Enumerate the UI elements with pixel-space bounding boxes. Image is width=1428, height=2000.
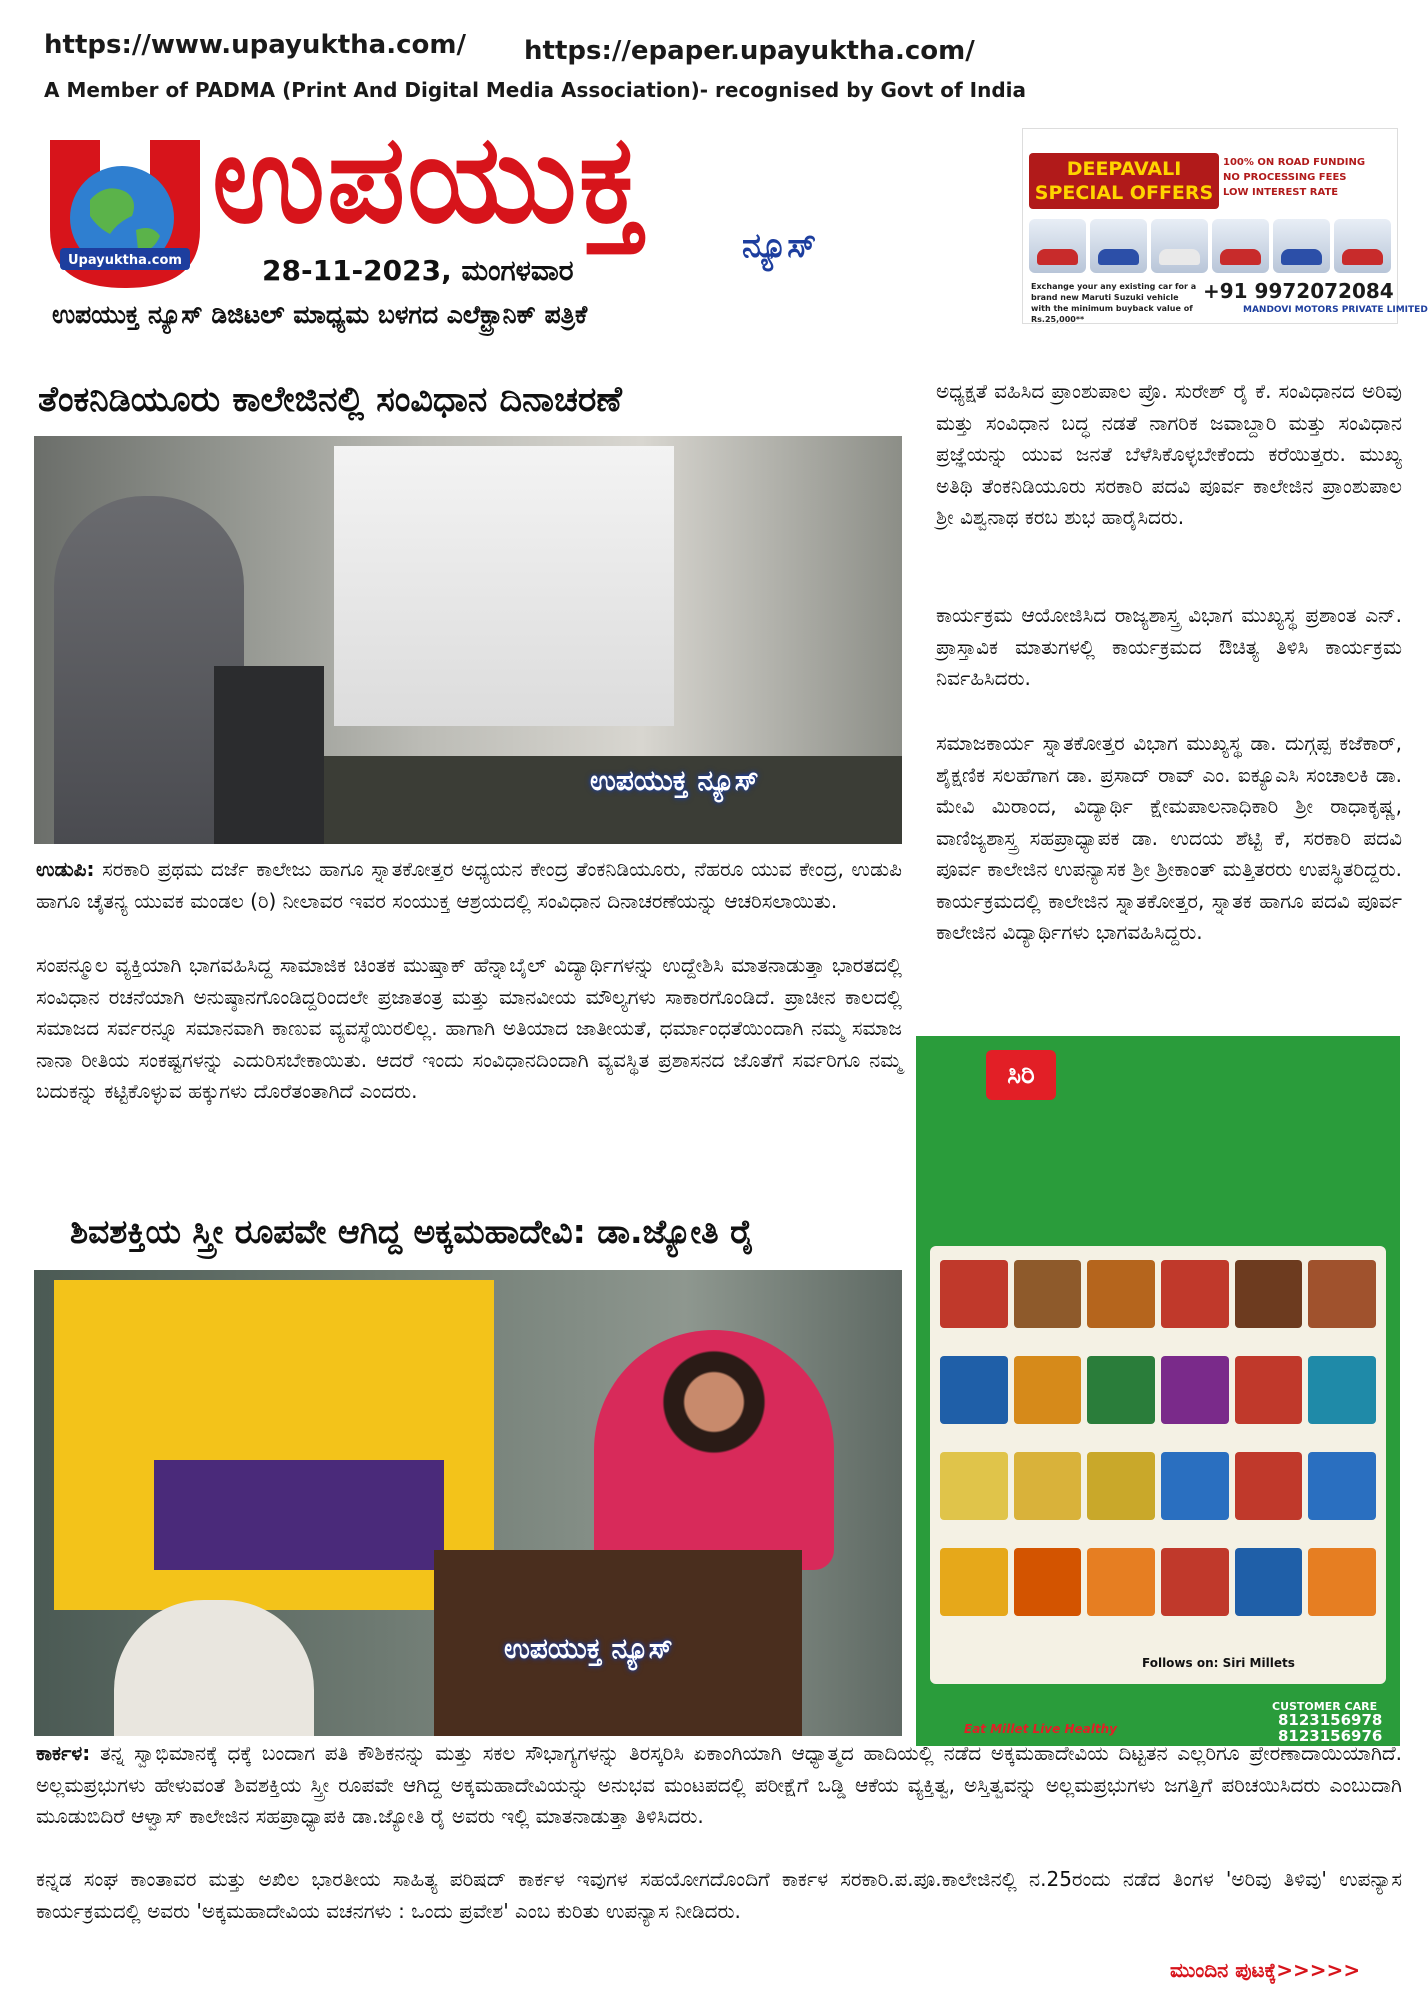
article1-dateline: ಉಡುಪಿ:: [36, 857, 95, 881]
ad-social: Follows on: Siri Millets: [1142, 1656, 1295, 1670]
logo-text: Upayuktha.com: [68, 253, 182, 268]
product-pack: [940, 1452, 1008, 1520]
website-url[interactable]: https://www.upayuktha.com/: [44, 30, 466, 60]
article2-headline: ಶಿವಶಕ್ತಿಯ ಸ್ತ್ರೀ ರೂಪವೇ ಆಗಿದ್ದ ಅಕ್ಕಮಹಾದೇವಿ: ಡಾ.ಜ್ಯೋತಿ ರೈ: [70, 1212, 755, 1251]
next-page-link[interactable]: ಮುಂದಿನ ಪುಟಕ್ಕೆ>>>>>: [1170, 1958, 1361, 1982]
article2-paragraph: ಕನ್ನಡ ಸಂಘ ಕಾಂತಾವರ ಮತ್ತು ಅಖಿಲ ಭಾರತೀಯ ಸಾಹಿತ್ಯ ಪರಿಷದ್ ಕಾರ್ಕಳ ಇವುಗಳ ಸಹಯೋಗದೊಂದಿಗೆ ಕಾರ್ಕಳ ಸರಕಾರಿ.ಪ.ಪೂ.ಕಾಲೇಜಿನಲ್ಲಿ ನ.25ರಂದು ನಡೆದ ತಿಂಗಳ 'ಅರಿವು ತಿಳಿವು' ಉಪನ್ಯಾಸ ಕಾರ್ಯಕ್ರಮದಲ್ಲಿ ಅವರು 'ಅಕ್ಕಮಹಾದೇವಿಯ ವಚನಗಳು : ಒಂದು ಪ್ರವೇಶ' ಎಂಬ ಕುರಿತು ಉಪನ್ಯಾಸ ನೀಡಿದರು.: [36, 1867, 1402, 1923]
product-pack: [1235, 1260, 1303, 1328]
article1-photo: [34, 436, 902, 844]
ad-headline: DEEPAVALI SPECIAL OFFERS: [1029, 153, 1219, 209]
ad-phone: +91 9972072084: [1203, 279, 1394, 303]
product-row: [940, 1452, 1376, 1520]
product-pack: [1161, 1260, 1229, 1328]
car-image: [1334, 219, 1391, 273]
care-phone: 8123156976: [1278, 1727, 1383, 1745]
article2-paragraph: [36, 1738, 1402, 1833]
product-pack: [940, 1260, 1008, 1328]
product-pack: [1308, 1548, 1376, 1616]
product-pack: [1161, 1356, 1229, 1424]
audience-figure: [114, 1600, 314, 1736]
car-image: [1151, 219, 1208, 273]
product-pack: [1087, 1452, 1155, 1520]
product-pack: [1014, 1452, 1082, 1520]
car-image: [1212, 219, 1269, 273]
product-pack: [940, 1356, 1008, 1424]
ad-exchange-text: Exchange your any existing car for a brand new Maruti Suzuki vehicle with the minimum buyback value of Rs.25,000**: [1031, 282, 1197, 324]
product-pack: [1014, 1260, 1082, 1328]
article1-text: ಸರಕಾರಿ ಪ್ರಥಮ ದರ್ಜೆ ಕಾಲೇಜು ಹಾಗೂ ಸ್ನಾತಕೋತ್ತರ ಅಧ್ಯಯನ ಕೇಂದ್ರ ತೆಂಕನಿಡಿಯೂರು, ನೆಹರೂ ಯುವ ಕೇಂದ್ರ, ಉಡುಪಿ ಹಾಗೂ ಚೈತನ್ಯ ಯುವಕ ಮಂಡಲ (ರಿ) ನೀಲಾವರ ಇವರ ಸಂಯುಕ್ತ ಆಶ್ರಯದಲ್ಲಿ ಸಂವಿಧಾನ ದಿನಾಚರಣೆಯನ್ನು ಆಚರಿಸಲಾಯಿತು.: [36, 857, 902, 913]
ad-brand: ಸಿರಿ: [986, 1050, 1056, 1100]
article1-column-paragraph: ಕಾರ್ಯಕ್ರಮ ಆಯೋಜಿಸಿದ ರಾಜ್ಯಶಾಸ್ತ್ರ ವಿಭಾಗ ಮುಖ್ಯಸ್ಥ ಪ್ರಶಾಂತ ಎನ್. ಪ್ರಾಸ್ತಾವಿಕ ಮಾತುಗಳಲ್ಲಿ ಕಾರ್ಯಕ್ರಮದ ಔಚಿತ್ಯ ತಿಳಿಸಿ ಕಾರ್ಯಕ್ರಮ ನಿರ್ವಹಿಸಿದರು.: [936, 603, 1402, 690]
upayuktha-logo: [40, 130, 210, 290]
ad-slogan: Eat Millet Live Healthy: [964, 1722, 1117, 1736]
product-pack: [1087, 1260, 1155, 1328]
product-pack: [1161, 1548, 1229, 1616]
masthead-title: ಉಪಯುಕ್ತ: [212, 108, 646, 250]
product-pack: [940, 1548, 1008, 1616]
product-row: [940, 1260, 1376, 1328]
ad-point: LOW INTEREST RATE: [1223, 187, 1339, 198]
dais-table: [274, 756, 902, 844]
globe-logo-icon: [40, 130, 210, 290]
product-pack: [1308, 1356, 1376, 1424]
customer-care-title: CUSTOMER CARE: [1272, 1700, 1378, 1713]
car-image: [1273, 219, 1330, 273]
ad-point: 100% ON ROAD FUNDING: [1223, 157, 1366, 168]
car-image: [1090, 219, 1147, 273]
product-pack: [1087, 1548, 1155, 1616]
ad-dealer: MANDOVI MOTORS PRIVATE LIMITED: [1243, 305, 1428, 315]
product-pack: [1235, 1356, 1303, 1424]
car-image: [1029, 219, 1086, 273]
article2-dateline: ಕಾರ್ಕಳ:: [36, 1741, 91, 1765]
article1-paragraph: [36, 854, 902, 917]
photo-watermark: ಉಪಯುಕ್ತ ನ್ಯೂಸ್: [504, 1632, 673, 1665]
car-gallery: [1029, 219, 1391, 273]
issue-date: 28-11-2023, ಮಂಗಳವಾರ: [262, 254, 574, 287]
product-pack: [1161, 1452, 1229, 1520]
photo-watermark: ಉಪಯುಕ್ತ ನ್ಯೂಸ್: [590, 764, 759, 797]
ad-point: NO PROCESSING FEES: [1223, 172, 1347, 183]
event-banner-title: [154, 1460, 444, 1570]
article2-photo: [34, 1270, 902, 1736]
product-row: [940, 1356, 1376, 1424]
product-pack: [1235, 1548, 1303, 1616]
product-row: [940, 1548, 1376, 1616]
tagline: ಉಪಯುಕ್ತ ನ್ಯೂಸ್ ಡಿಜಿಟಲ್ ಮಾಧ್ಯಮ ಬಳಗದ ಎಲೆಕ್ಟ್ರಾನಿಕ್ ಪತ್ರಿಕೆ: [52, 300, 588, 329]
article1-paragraph: ಸಂಪನ್ಮೂಲ ವ್ಯಕ್ತಿಯಾಗಿ ಭಾಗವಹಿಸಿದ್ದ ಸಾಮಾಜಿಕ ಚಿಂತಕ ಮುಷ್ತಾಕ್ ಹೆನ್ನಾಬೈಲ್ ವಿದ್ಯಾರ್ಥಿಗಳನ್ನು ಉದ್ದೇಶಿಸಿ ಮಾತನಾಡುತ್ತಾ ಭಾರತದಲ್ಲಿ ಸಂವಿಧಾನ ರಚನೆಯಾಗಿ ಅನುಷ್ಠಾನಗೊಂಡಿದ್ದರಿಂದಲೇ ಪ್ರಜಾತಂತ್ರ ಮತ್ತು ಮಾನವೀಯ ಮೌಲ್ಯಗಳು ಸಾಕಾರಗೊಂಡಿದೆ. ಪ್ರಾಚೀನ ಕಾಲದಲ್ಲಿ ಸಮಾಜದ ಸರ್ವರನ್ನೂ ಸಮಾನವಾಗಿ ಕಾಣುವ ವ್ಯವಸ್ಥೆಯಿರಲಿಲ್ಲ. ಹಾಗಾಗಿ ಅತಿಯಾದ ಜಾತೀಯತೆ, ಧರ್ಮಾಂಧತೆಯಿಂದಾಗಿ ನಮ್ಮ ಸಮಾಜ ನಾನಾ ರೀತಿಯ ಸಂಕಷ್ಟಗಳನ್ನು ಎದುರಿಸಬೇಕಾಯಿತು. ಆದರೆ ಇಂದು ಸಂವಿಧಾನದಿಂದಾಗಿ ವ್ಯವಸ್ಥಿತ ಪ್ರಶಾಸನದ ಜೊತೆಗೆ ಸರ್ವರಿಗೂ ನಮ್ಮ ಬದುಕನ್ನು ಕಟ್ಟಿಕೊಳ್ಳುವ ಹಕ್ಕುಗಳು ದೊರೆತಂತಾಗಿದೆ ಎಂದರು.: [36, 953, 902, 1103]
article1-column-paragraph: ಅಧ್ಯಕ್ಷತೆ ವಹಿಸಿದ ಪ್ರಾಂಶುಪಾಲ ಪ್ರೊ. ಸುರೇಶ್ ರೈ ಕೆ. ಸಂವಿಧಾನದ ಅರಿವು ಮತ್ತು ಸಂವಿಧಾನ ಬದ್ಧ ನಡತೆ ನಾಗರಿಕ ಜವಾಬ್ದಾರಿ ಮತ್ತು ಸಂವಿಧಾನ ಪ್ರಜ್ಞೆಯನ್ನು ಯುವ ಜನತೆ ಬೆಳೆಸಿಕೊಳ್ಳಬೇಕೆಂದು ಕರೆಯಿತ್ತರು. ಮುಖ್ಯ ಅತಿಥಿ ತೆಂಕನಿಡಿಯೂರು ಸರಕಾರಿ ಪದವಿ ಪೂರ್ವ ಕಾಲೇಜಿನ ಪ್ರಾಂಶುಪಾಲ ಶ್ರೀ ವಿಶ್ವನಾಥ ಕರಬ ಶುಭ ಹಾರೈಸಿದರು.: [936, 379, 1402, 529]
article1-headline: ತೆಂಕನಿಡಿಯೂರು ಕಾಲೇಜಿನಲ್ಲಿ ಸಂವಿಧಾನ ದಿನಾಚರಣೆ: [38, 380, 622, 420]
product-pack: [1014, 1548, 1082, 1616]
membership-line: A Member of PADMA (Print And Digital Media Association)- recognised by Govt of India: [44, 78, 1026, 102]
car-dealer-advertisement[interactable]: [1022, 128, 1428, 324]
siri-millets-advertisement[interactable]: [916, 1036, 1400, 1746]
product-pack: [1014, 1356, 1082, 1424]
product-pack: [1308, 1452, 1376, 1520]
epaper-url[interactable]: https://epaper.upayuktha.com/: [524, 36, 975, 66]
article2-text: ತನ್ನ ಸ್ವಾಭಿಮಾನಕ್ಕೆ ಧಕ್ಕೆ ಬಂದಾಗ ಪತಿ ಕೌಶಿಕನನ್ನು ಮತ್ತು ಸಕಲ ಸೌಭಾಗ್ಯಗಳನ್ನು ತಿರಸ್ಕರಿಸಿ ಏಕಾಂಗಿಯಾಗಿ ಆಧ್ಯಾತ್ಮದ ಹಾದಿಯಲ್ಲಿ ನಡೆದ ಅಕ್ಕಮಹಾದೇವಿಯ ದಿಟ್ಟತನ ಎಲ್ಲರಿಗೂ ಪ್ರೇರಣಾದಾಯಿಯಾಗಿದೆ. ಅಲ್ಲಮಪ್ರಭುಗಳು ಹೇಳುವಂತೆ ಶಿವಶಕ್ತಿಯ ಸ್ತ್ರೀ ರೂಪವೇ ಆಗಿದ್ದ ಅಕ್ಕಮಹಾದೇವಿಯನ್ನು ಅನುಭವ ಮಂಟಪದಲ್ಲಿ ಪರೀಕ್ಷೆಗೆ ಒಡ್ಡಿ ಆಕೆಯ ವ್ಯಕ್ತಿತ್ವ, ಅಸ್ತಿತ್ವವನ್ನು ಅಲ್ಲಮಪ್ರಭುಗಳು ಜಗತ್ತಿಗೆ ಪರಿಚಯಿಸಿದರು ಎಂಬುದಾಗಿ ಮೂಡುಬಿದಿರೆ ಆಳ್ವಾಸ್ ಕಾಲೇಜಿನ ಸಹಪ್ರಾಧ್ಯಾಪಕಿ ಡಾ.ಜ್ಯೋತಿ ರೈ ಅವರು ಇಲ್ಲಿ ಮಾತನಾಡುತ್ತಾ ತಿಳಿಸಿದರು.: [36, 1741, 1402, 1828]
care-phone: 8123156978: [1278, 1711, 1383, 1729]
product-pack: [1308, 1260, 1376, 1328]
ad-offer-points: [1223, 155, 1365, 200]
podium: [214, 666, 324, 844]
masthead-subtitle: ನ್ಯೂಸ್: [742, 226, 817, 266]
speaker-figure: [594, 1330, 834, 1570]
product-pack: [1235, 1452, 1303, 1520]
projector-screen: [334, 446, 674, 726]
article1-column-paragraph: ಸಮಾಜಕಾರ್ಯ ಸ್ನಾತಕೋತ್ತರ ವಿಭಾಗ ಮುಖ್ಯಸ್ಥ ಡಾ. ದುಗ್ಗಪ್ಪ ಕಜೆಕಾರ್, ಶೈಕ್ಷಣಿಕ ಸಲಹೆಗಾಗ ಡಾ. ಪ್ರಸಾದ್ ರಾವ್ ಎಂ. ಐಕ್ಯೂಎಸಿ ಸಂಚಾಲಕಿ ಡಾ. ಮೇವಿ ಮಿರಾಂದ, ವಿದ್ಯಾರ್ಥಿ ಕ್ಷೇಮಪಾಲನಾಧಿಕಾರಿ ಶ್ರೀ ರಾಧಾಕೃಷ್ಣ, ವಾಣಿಜ್ಯಶಾಸ್ತ್ರ ಸಹಪ್ರಾಧ್ಯಾಪಕ ಡಾ. ಉದಯ ಶೆಟ್ಟಿ ಕೆ, ಸರಕಾರಿ ಪದವಿ ಪೂರ್ವ ಕಾಲೇಜಿನ ಉಪನ್ಯಾಸಕ ಶ್ರೀ ಶ್ರೀಕಾಂತ್ ಮತ್ತಿತರರು ಉಪಸ್ಥಿತರಿದ್ದರು. ಕಾರ್ಯಕ್ರಮದಲ್ಲಿ ಕಾಲೇಜಿನ ಸ್ನಾತಕೋತ್ತರ, ಸ್ನಾತಕ ಹಾಗೂ ಪದವಿ ಪೂರ್ವ ಕಾಲೇಜಿನ ವಿದ್ಯಾರ್ಥಿಗಳು ಭಾಗವಹಿಸಿದ್ದರು.: [936, 731, 1402, 944]
product-pack: [1087, 1356, 1155, 1424]
